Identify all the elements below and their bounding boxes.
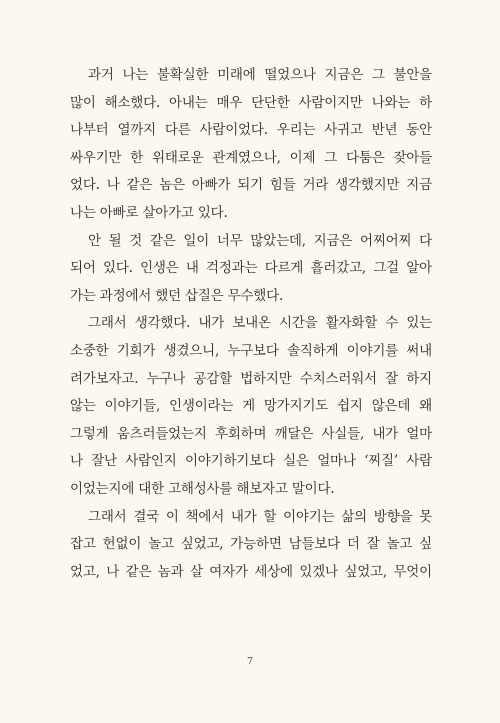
text-line: 싸우기만 한 위태로운 관계였으나, 이제 그 다툼은 잦아들 (70, 149, 432, 166)
text-line: 잡고 헌없이 놀고 싶었고, 가능하면 남들보다 더 잘 놀고 싶 (70, 536, 432, 553)
text-line: 었다. 나 같은 놈은 아빠가 되기 힘들 거라 생각했지만 지금 (70, 177, 432, 194)
text-line: 과거 나는 불확실한 미래에 떨었으나 지금은 그 불안을 (88, 67, 432, 83)
text-line: 많이 해소했다. 아내는 매우 단단한 사람이지만 나와는 하 (70, 94, 432, 111)
text-line: 려가보자고. 누구나 공감할 법하지만 수치스러워서 잘 하지 (70, 370, 432, 387)
paragraph-3 (70, 310, 432, 503)
paragraph-2 (70, 228, 432, 311)
body-text (70, 62, 432, 586)
paragraph-4 (70, 504, 432, 587)
text-line: 않는 이야기들, 인생이라는 게 망가지기도 쉽지 않은데 왜 (70, 398, 432, 415)
text-line: 가는 과정에서 했던 삽질은 무수했다. (70, 287, 284, 304)
text-line: 안 될 것 같은 일이 너무 많았는데, 지금은 어찌어찌 다 (88, 232, 432, 249)
text-line: 소중한 기회가 생겼으니, 누구보다 솔직하게 이야기를 써내 (70, 342, 432, 359)
text-line: 었고, 나 같은 놈과 살 여자가 세상에 있겠나 싶었고, 무엇이 (70, 563, 432, 580)
text-line: 그렇게 움츠러들었는지 후회하며 깨달은 사실들, 내가 얼마 (70, 425, 432, 442)
text-line: 되어 있다. 인생은 내 걱정과는 다르게 흘러갔고, 그걸 알아 (70, 260, 432, 277)
text-line: 그래서 결국 이 책에서 내가 할 이야기는 삶의 방향을 못 (88, 508, 432, 525)
text-line: 나부터 열까지 다른 사람이었다. 우리는 사귀고 반년 동안 (70, 122, 432, 139)
page-number: 7 (246, 656, 254, 667)
text-line: 나 잘난 사람인지 이야기하기보다 실은 얼마나 ‘찌질’ 사람 (70, 453, 432, 470)
text-line: 이었는지에 대한 고해성사를 해보자고 말이다. (70, 480, 335, 497)
paragraph-1 (70, 62, 432, 228)
text-line: 그래서 생각했다. 내가 보내온 시간을 활자화할 수 있는 (88, 315, 432, 332)
text-line: 나는 아빠로 살아가고 있다. (70, 204, 228, 221)
